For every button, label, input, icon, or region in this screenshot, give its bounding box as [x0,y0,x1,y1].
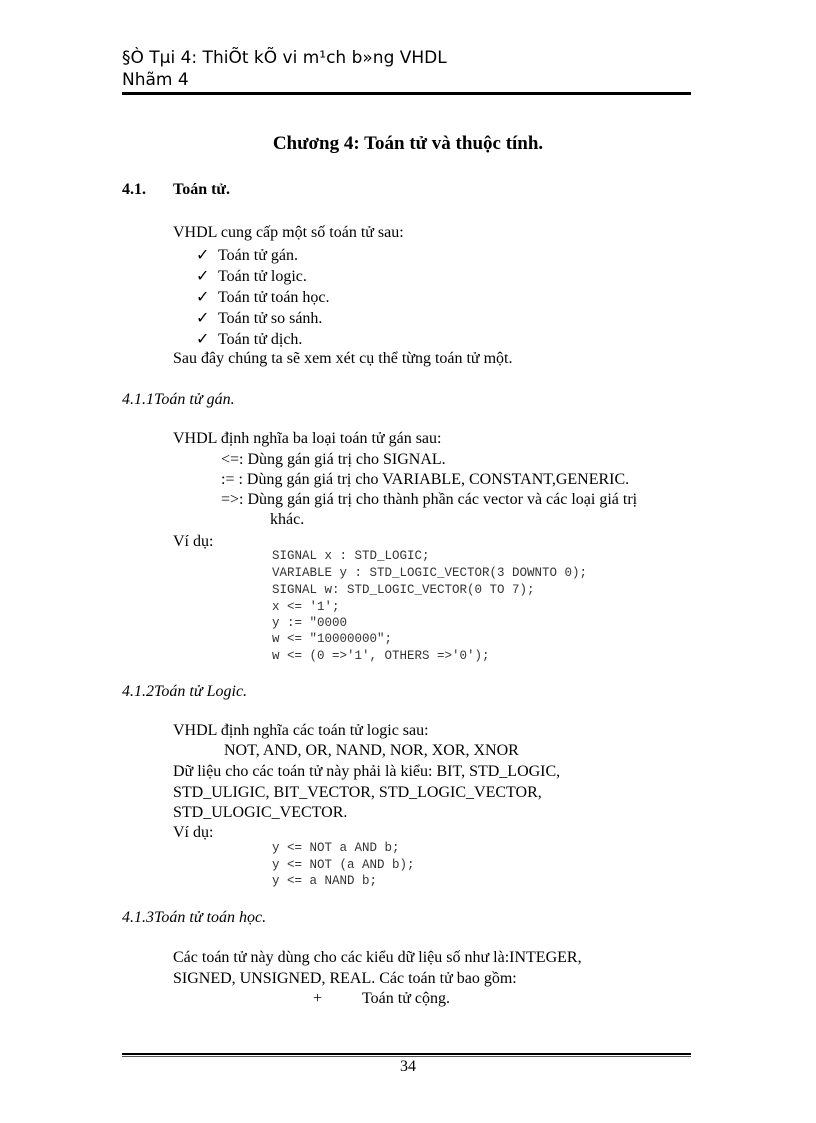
code-line: w <= "10000000"; [272,632,393,646]
list-item: ✓ Toán tử so sánh. [196,310,323,327]
assign-item: <=: Dùng gán giá trị cho SIGNAL. [221,451,446,468]
assign-item-continued: khác. [270,511,305,528]
check-icon: ✓ [196,268,210,285]
section-number: 4.1. [122,181,146,198]
chapter-title: Chương 4: Toán tử và thuộc tính. [272,133,544,154]
subsection-title-4-1-3: 4.1.3Toán tử toán học. [122,909,267,926]
check-icon: ✓ [196,331,210,348]
code-line: SIGNAL w: STD_LOGIC_VECTOR(0 TO 7); [272,583,535,597]
code-line: y <= NOT (a AND b); [272,858,415,872]
page-number: 34 [400,1058,416,1075]
list-item: ✓ Toán tử toán học. [196,289,330,306]
list-item: ✓ Toán tử gán. [196,247,298,264]
code-line: VARIABLE y : STD_LOGIC_VECTOR(3 DOWNTO 0); [272,566,588,580]
code-line: w <= (0 =>'1', OTHERS =>'0'); [272,649,490,663]
example-label: Ví dụ: [173,533,214,550]
plus-operator-desc: Toán tử cộng. [362,990,450,1007]
footer-rule [122,1053,691,1055]
check-icon: ✓ [196,289,210,306]
math-text: Các toán tử này dùng cho các kiểu dữ liệu số như là:INTEGER, [173,949,582,966]
code-line: y <= a NAND b; [272,874,378,888]
math-text: SIGNED, UNSIGNED, REAL. Các toán tử bao gồm: [173,970,517,987]
logic-intro: VHDL định nghĩa các toán tử logic sau: [173,722,429,739]
list-item: ✓ Toán tử dịch. [196,331,303,348]
check-icon: ✓ [196,247,210,264]
logic-types: STD_ULOGIC_VECTOR. [173,804,348,821]
logic-types: Dữ liệu cho các toán tử này phải là kiểu: BIT, STD_LOGIC, [173,763,561,780]
assign-intro: VHDL định nghĩa ba loại toán tử gán sau: [173,430,442,447]
header-rule [122,92,691,95]
running-header-line1: §Ò Tµi 4: ThiÕt kÕ vi m¹ch b»ng VHDL [122,48,447,68]
code-line: SIGNAL x : STD_LOGIC; [272,549,430,563]
code-line: y <= NOT a AND b; [272,841,400,855]
subsection-title-4-1-1: 4.1.1Toán tử gán. [122,391,235,408]
list-item: ✓ Toán tử logic. [196,268,307,285]
assign-item: =>: Dùng gán giá trị cho thành phần các vector và các loại giá trị [221,491,638,508]
intro-text: VHDL cung cấp một số toán tử sau: [173,224,404,241]
example-label: Ví dụ: [173,824,214,841]
assign-item: := : Dùng gán giá trị cho VARIABLE, CONSTANT,GENERIC. [221,471,630,488]
running-header-line2: Nhãm 4 [122,70,189,90]
section-title: Toán tử. [173,181,231,198]
code-line: x <= '1'; [272,600,340,614]
check-icon: ✓ [196,310,210,327]
plus-operator-symbol: + [313,990,323,1007]
code-line: y := "0000 [272,616,348,630]
intro-after-text: Sau đây chúng ta sẽ xem xét cụ thể từng toán tử một. [173,350,513,367]
footer-rule-thin [122,1056,691,1057]
subsection-title-4-1-2: 4.1.2Toán tử Logic. [122,683,248,700]
logic-ops: NOT, AND, OR, NAND, NOR, XOR, XNOR [224,742,519,759]
logic-types: STD_ULIGIC, BIT_VECTOR, STD_LOGIC_VECTOR, [173,784,542,801]
